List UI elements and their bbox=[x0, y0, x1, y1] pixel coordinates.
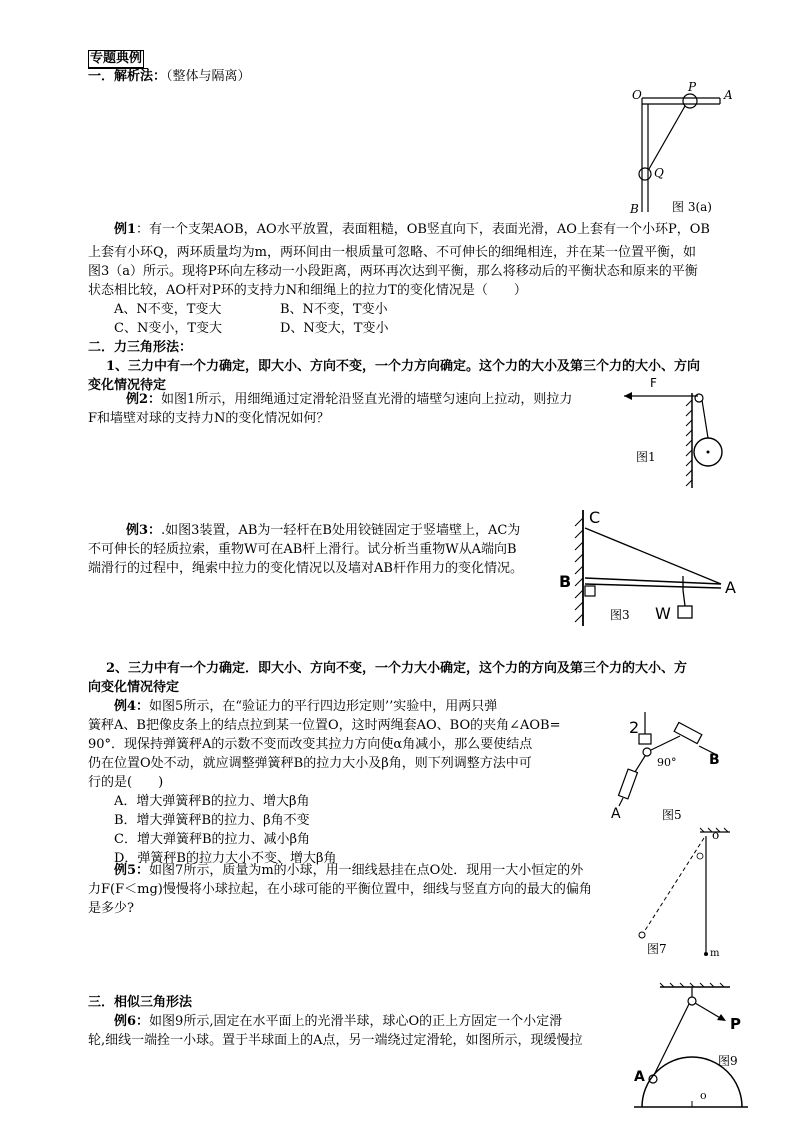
fig5-label-a: A bbox=[611, 806, 621, 822]
ex3-text-1: .如图3装置，AB为一轻杆在B处用铰链固定于竖墙壁上，AC为 bbox=[161, 523, 521, 538]
fig3-label-b: B bbox=[559, 572, 572, 591]
fig1-caption: 图1 bbox=[636, 450, 656, 464]
ex3-line-1 bbox=[126, 522, 520, 540]
ex1-line-4: 状态相比较，AO杆对P环的支持力N和细绳上的拉力T的变化情况是（ ） bbox=[88, 283, 527, 298]
ex3-line-2: 不可伸长的轻质拉索，重物W可在AB杆上滑行。试分析当重物W从A端向B bbox=[88, 542, 517, 557]
section-2-title: 二．力三角形法： bbox=[88, 340, 193, 355]
ex3-label: 例3： bbox=[126, 523, 162, 538]
figure-1 bbox=[620, 378, 740, 493]
section-1-subtitle: （整体与隔离） bbox=[166, 69, 251, 84]
ex1-line-1 bbox=[114, 221, 710, 239]
ex6-label: 例6： bbox=[114, 1014, 150, 1029]
ex2-text-1: 如图1所示，用细绳通过定滑轮沿竖直光滑的墙壁匀速向上拉动，则拉力 bbox=[161, 392, 573, 407]
ex1-option-c: C、N变小，T变大 bbox=[114, 321, 222, 336]
fig5-label-2: 2 bbox=[629, 718, 640, 737]
ex1-line-3: 图3（a）所示。现将P环向左移动一小段距离，两环再次达到平衡，那么将移动后的平衡状态和原来的平衡 bbox=[88, 264, 698, 279]
section-1-heading bbox=[88, 68, 251, 86]
ex1-option-b: B、N不变，T变小 bbox=[280, 302, 388, 317]
ex6-line-2: 轮,细线一端拴一小球。置于半球面上的A点，另一端绕过定滑轮，如图所示，现缓慢拉 bbox=[88, 1033, 583, 1048]
fig5-label-b: B bbox=[709, 752, 720, 768]
section-1-title: 一．解析法： bbox=[88, 69, 167, 84]
ex2-line-1 bbox=[126, 391, 572, 409]
fig7-caption: 图7 bbox=[647, 942, 667, 956]
ex4-line-2: 簧秤A、B把像皮条上的结点拉到某一位置O，这时两绳套AO、BO的夹角∠AOB= bbox=[88, 718, 561, 733]
ex1-option-d: D、N变大，T变小 bbox=[280, 321, 389, 336]
figure-3 bbox=[555, 508, 755, 628]
ex2-label: 例2： bbox=[126, 392, 162, 407]
ex5-line-1 bbox=[114, 862, 583, 880]
ex4-line-4: 仍在位置O处不动，就应调整弹簧秤B的拉力大小及β角，则下列调整方法中可 bbox=[88, 756, 532, 771]
figure-9 bbox=[630, 983, 750, 1113]
ex1-text-1: ：有一个支架AOB，AO水平放置，表面粗糙，OB竖直向下，表面光滑，AO上套有一个小环P，OB bbox=[136, 222, 710, 237]
fig3a-label-b: B bbox=[630, 202, 639, 216]
ex6-text-1: 如图9所示,固定在水平面上的光滑半球，球心O的正上方固定一个小定滑 bbox=[149, 1014, 563, 1029]
fig9-label-o: o bbox=[700, 1089, 707, 1102]
figure-7 bbox=[630, 828, 730, 963]
fig3a-label-p: P bbox=[688, 80, 697, 94]
fig9-caption: 图9 bbox=[718, 1054, 738, 1068]
ex4-option-d: D．弹簧秤B的拉力大小不变、增大β角 bbox=[114, 851, 337, 866]
ex5-line-2: 力F(F＜mg)慢慢将小球拉起，在小球可能的平衡位置中，细线与竖直方向的最大的偏角 bbox=[88, 882, 592, 897]
ex4-option-a: A．增大弹簧秤B的拉力、增大β角 bbox=[114, 794, 310, 809]
fig3-caption: 图3 bbox=[610, 608, 630, 622]
ex4-line-1 bbox=[114, 698, 497, 716]
fig1-label-f: F bbox=[650, 376, 657, 390]
section-2-h2-line-1: 2、三力中有一个力确定．即大小、方向不变，一个力大小确定，这个力的方向及第三个力的大小、方 bbox=[106, 661, 688, 676]
ex4-label: 例4： bbox=[114, 699, 150, 714]
page-header: 专题典例 bbox=[90, 51, 143, 66]
fig3a-label-q: Q bbox=[654, 166, 664, 180]
section-2-h1-line-1: 1、三力中有一个力确定，即大小、方向不变，一个力方向确定。这个力的大小及第三个力的大小、方向 bbox=[106, 359, 701, 374]
ex1-line-2: 上套有小环Q，两环质量均为m，两环间由一根质量可忽略、不可伸长的细绳相连，并在某一位置平衡，如 bbox=[88, 245, 696, 260]
fig5-caption: 图5 bbox=[662, 808, 682, 822]
fig7-label-m: m bbox=[710, 948, 720, 959]
fig9-label-p: P bbox=[730, 1015, 741, 1033]
figure-3a bbox=[630, 80, 733, 217]
ex2-line-2: F和墙壁对球的支持力N的变化情况如何？ bbox=[88, 411, 330, 426]
section-2-h2-line-2: 向变化情况待定 bbox=[88, 680, 180, 695]
section-2-h1-line-2: 变化情况待定 bbox=[88, 378, 167, 393]
fig3-label-a: A bbox=[725, 578, 736, 597]
ex4-text-1: 如图5所示，在“验证力的平行四边形定则’’实验中，用两只弹 bbox=[149, 699, 498, 714]
ex4-line-3: 90°．现保持弹簧秤A的示数不变而改变其拉力方向使α角减小，那么要使结点 bbox=[88, 737, 533, 752]
ex3-line-3: 端滑行的过程中，绳索中拉力的变化情况以及墙对AB杆作用力的变化情况。 bbox=[88, 561, 523, 576]
fig3a-caption: 图 3(a) bbox=[672, 200, 712, 214]
ex5-line-3: 是多少? bbox=[88, 901, 134, 916]
ex4-line-5: 行的是( ) bbox=[88, 775, 164, 790]
ex4-option-c: C．增大弹簧秤B的拉力、减小β角 bbox=[114, 832, 311, 847]
ex1-label: 例1 bbox=[114, 222, 137, 237]
fig3a-label-a: A bbox=[724, 88, 733, 102]
fig3-label-c: C bbox=[589, 508, 601, 527]
ex5-text-1: 如图7所示，质量为m的小球，用一细线悬挂在点O处．现用一大小恒定的外 bbox=[149, 863, 584, 878]
fig5-label-90: 90° bbox=[657, 756, 677, 769]
ex5-label: 例5： bbox=[114, 863, 150, 878]
section-3-title: 三．相似三角形法 bbox=[88, 995, 193, 1010]
fig7-label-o: o bbox=[712, 828, 720, 842]
ex6-line-1 bbox=[114, 1013, 562, 1031]
ex4-option-b: B．增大弹簧秤B的拉力、β角不变 bbox=[114, 813, 310, 828]
fig3-label-w: W bbox=[655, 604, 671, 623]
fig3a-label-o: O bbox=[632, 88, 642, 102]
ex1-option-a: A、N不变，T变大 bbox=[114, 302, 222, 317]
fig9-label-a: A bbox=[634, 1069, 645, 1085]
